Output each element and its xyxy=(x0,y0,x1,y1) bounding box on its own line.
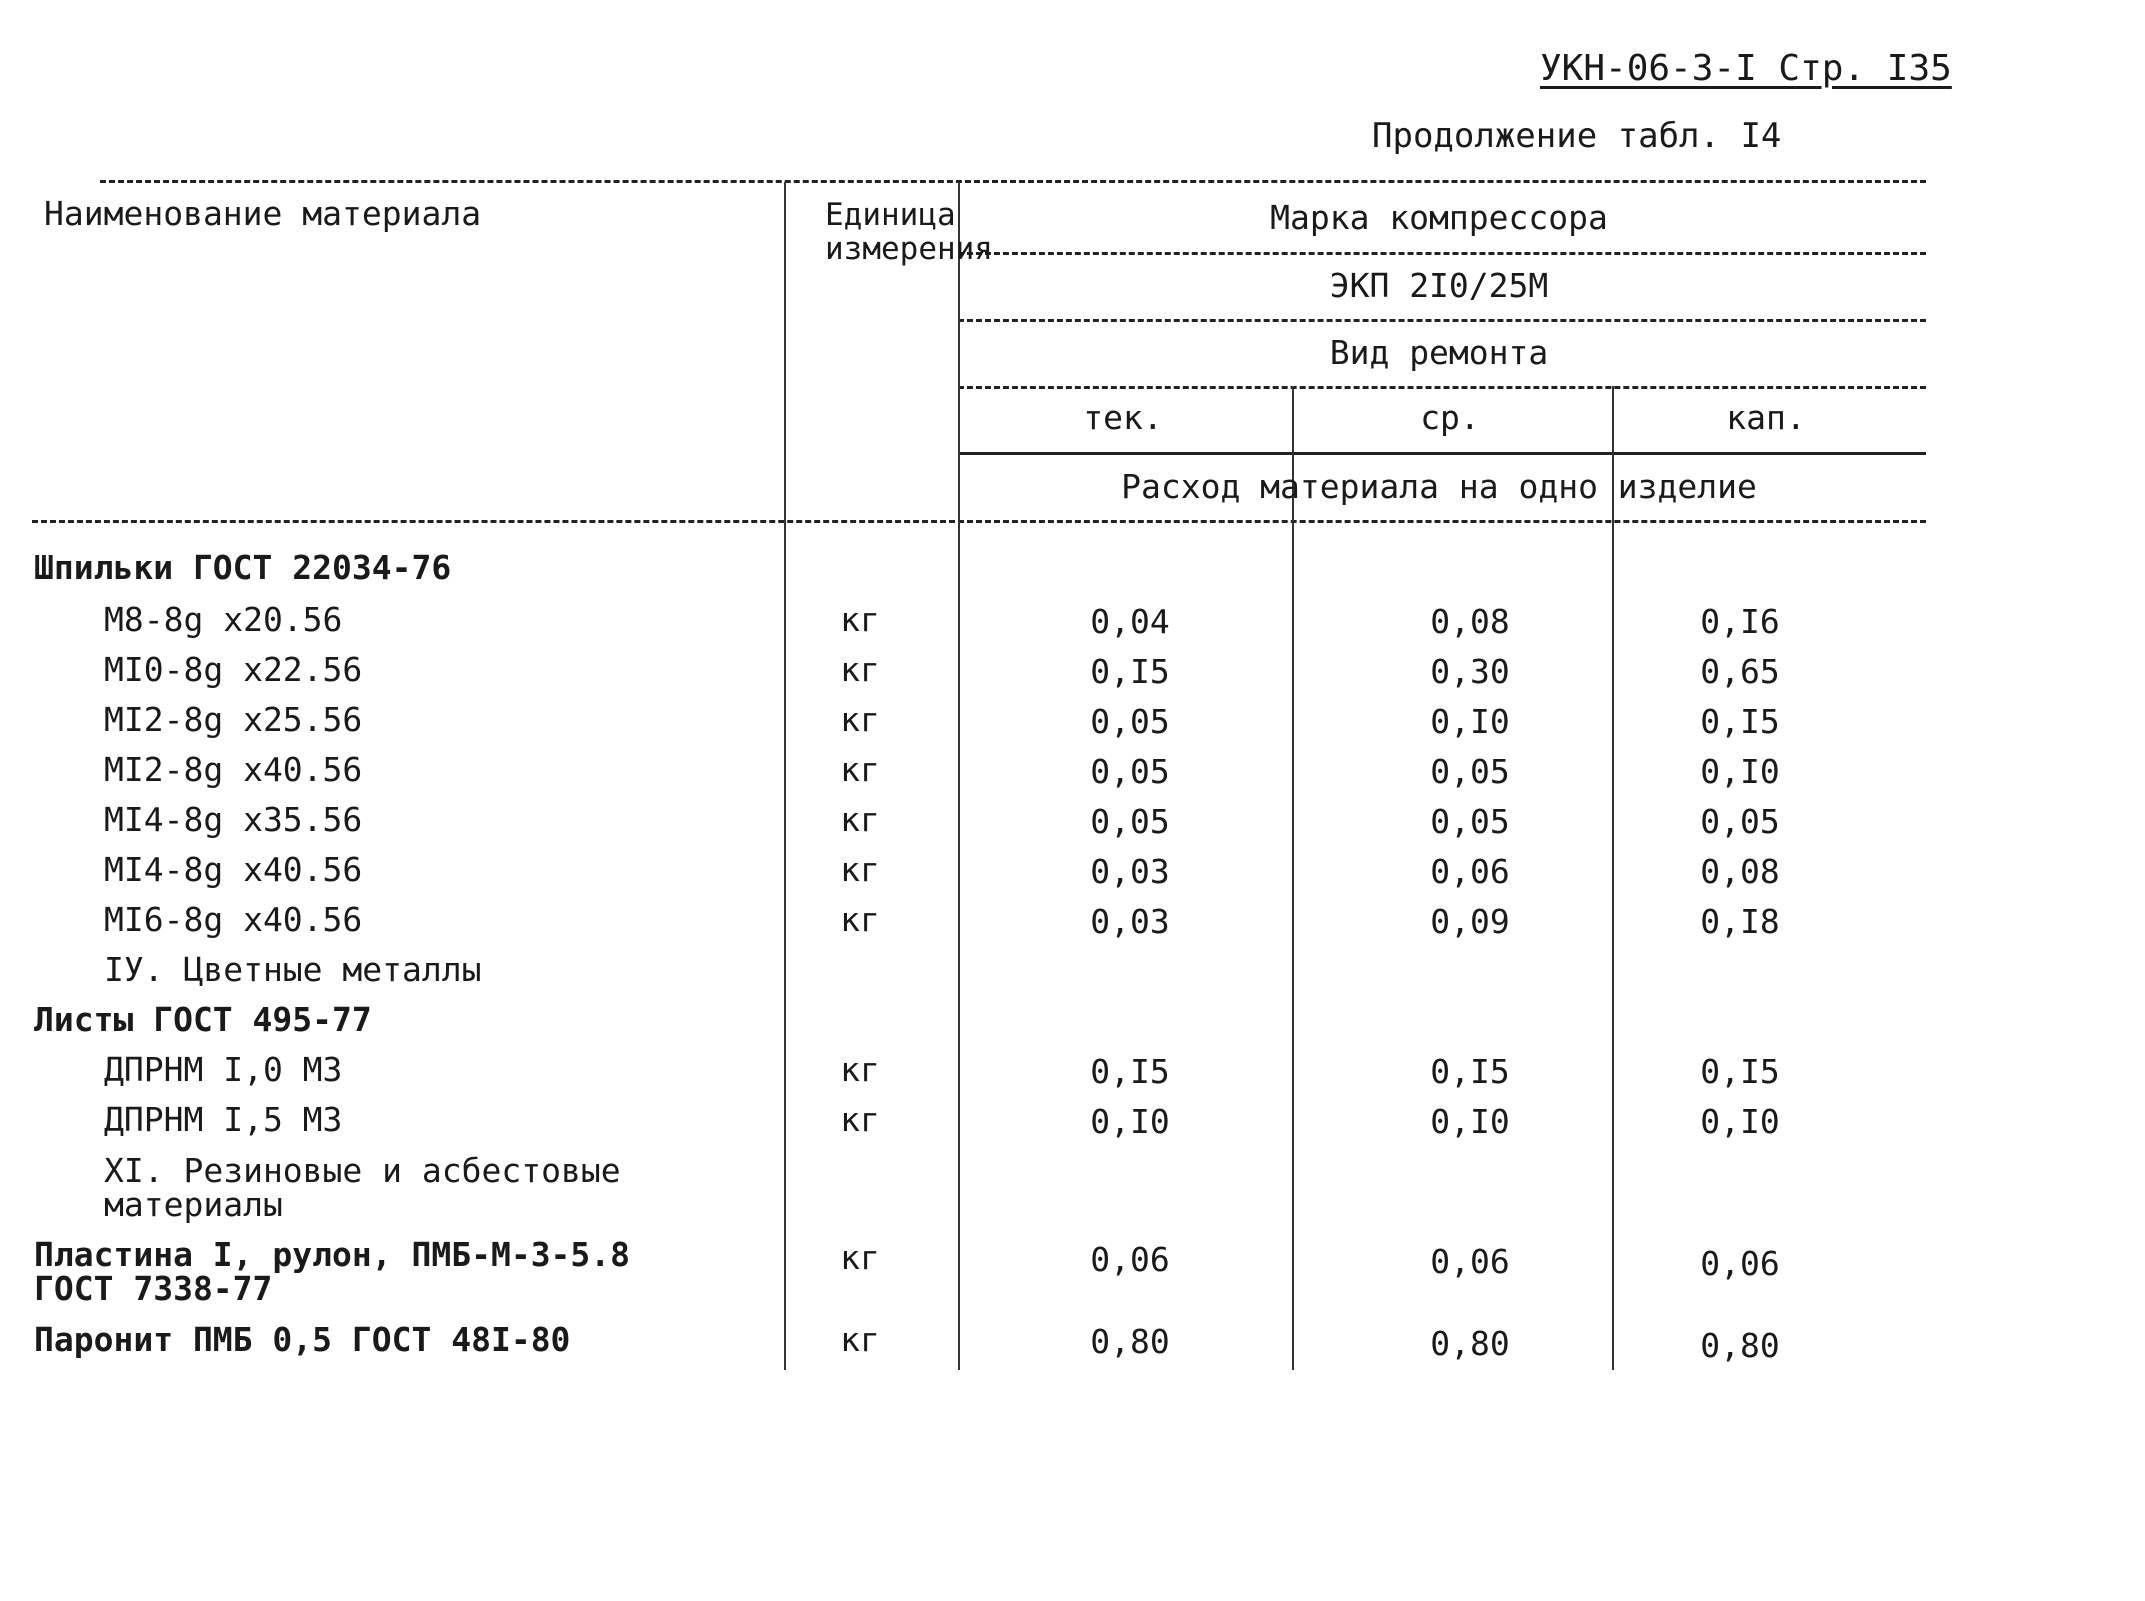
row-value-current: 0,05 xyxy=(1090,752,1170,791)
header-col-capital: кап. xyxy=(1726,398,1806,437)
table-top-rule xyxy=(100,180,1926,183)
row-value-capital: 0,I0 xyxy=(1700,1102,1780,1141)
header-compressor-brand: Марка компрессора xyxy=(1270,198,1608,237)
row-value-medium: 0,I0 xyxy=(1430,1102,1510,1141)
header-col-medium: ср. xyxy=(1420,398,1480,437)
row-unit: кг xyxy=(840,600,880,639)
header-unit: Единица измерения xyxy=(825,197,993,267)
row-name: МI2-8g х25.56 xyxy=(104,700,363,739)
row-value-current: 0,03 xyxy=(1090,902,1170,941)
model-rule xyxy=(958,319,1926,322)
header-material-name: Наименование материала xyxy=(44,194,482,233)
col2-right-rule xyxy=(1612,386,1614,1370)
row-value-capital: 0,I5 xyxy=(1700,702,1780,741)
row-unit: кг xyxy=(840,1320,880,1359)
row-value-medium: 0,06 xyxy=(1430,1242,1510,1281)
row-name: МI4-8g х35.56 xyxy=(104,800,363,839)
group-label-studs: Шпильки ГОСТ 22034-76 xyxy=(34,548,452,587)
row-name: ДПРНМ I,5 М3 xyxy=(104,1100,343,1139)
row-name: Паронит ПМБ 0,5 ГОСТ 48I-80 xyxy=(34,1320,571,1359)
row-value-current: 0,06 xyxy=(1090,1240,1170,1279)
row-value-capital: 0,I0 xyxy=(1700,752,1780,791)
row-value-current: 0,04 xyxy=(1090,602,1170,641)
row-value-medium: 0,06 xyxy=(1430,852,1510,891)
header-col-current: тек. xyxy=(1083,398,1163,437)
repair-rule xyxy=(958,386,1926,389)
row-name: МI2-8g х40.56 xyxy=(104,750,363,789)
row-unit: кг xyxy=(840,1100,880,1139)
row-value-medium: 0,08 xyxy=(1430,602,1510,641)
columns-rule xyxy=(958,452,1926,455)
header-bottom-rule xyxy=(32,520,1926,523)
row-value-current: 0,I5 xyxy=(1090,652,1170,691)
row-unit: кг xyxy=(840,750,880,789)
row-value-medium: 0,I5 xyxy=(1430,1052,1510,1091)
row-value-current: 0,I5 xyxy=(1090,1052,1170,1091)
row-name: МI4-8g х40.56 xyxy=(104,850,363,889)
row-value-capital: 0,I5 xyxy=(1700,1052,1780,1091)
row-value-capital: 0,I6 xyxy=(1700,602,1780,641)
row-value-current: 0,I0 xyxy=(1090,1102,1170,1141)
row-unit: кг xyxy=(840,1238,880,1277)
row-unit: кг xyxy=(840,800,880,839)
section-heading-rubber: XI. Резиновые и асбестовые материалы xyxy=(104,1151,621,1224)
row-name: МI6-8g х40.56 xyxy=(104,900,363,939)
row-value-capital: 0,08 xyxy=(1700,852,1780,891)
row-name: ДПРНМ I,0 М3 xyxy=(104,1050,343,1089)
row-value-medium: 0,30 xyxy=(1430,652,1510,691)
row-unit: кг xyxy=(840,850,880,889)
header-repair-type: Вид ремонта xyxy=(1329,333,1549,372)
group-label-sheets: Листы ГОСТ 495-77 xyxy=(34,1000,372,1039)
header-consumption-rate: Расход материала на одно изделие xyxy=(1121,467,1757,506)
row-value-medium: 0,05 xyxy=(1430,802,1510,841)
row-unit: кг xyxy=(840,900,880,939)
table-continuation-label: Продолжение табл. I4 xyxy=(1372,116,1782,156)
row-value-capital: 0,I8 xyxy=(1700,902,1780,941)
section-heading-nonferrous: IУ. Цветные металлы xyxy=(104,950,482,989)
row-value-current: 0,80 xyxy=(1090,1322,1170,1361)
row-value-capital: 0,65 xyxy=(1700,652,1780,691)
row-value-capital: 0,06 xyxy=(1700,1244,1780,1283)
row-value-medium: 0,05 xyxy=(1430,752,1510,791)
row-unit: кг xyxy=(840,1050,880,1089)
row-value-medium: 0,I0 xyxy=(1430,702,1510,741)
row-value-current: 0,03 xyxy=(1090,852,1170,891)
row-name: М8-8g х20.56 xyxy=(104,600,343,639)
unit-col-left-rule xyxy=(784,182,786,1370)
row-value-current: 0,05 xyxy=(1090,702,1170,741)
row-name: Пластина I, рулон, ПМБ-М-3-5.8 ГОСТ 7338-77 xyxy=(34,1235,631,1308)
row-unit: кг xyxy=(840,700,880,739)
row-value-current: 0,05 xyxy=(1090,802,1170,841)
brand-rule xyxy=(958,252,1926,255)
row-value-capital: 0,80 xyxy=(1700,1326,1780,1365)
row-value-capital: 0,05 xyxy=(1700,802,1780,841)
row-unit: кг xyxy=(840,650,880,689)
col1-right-rule xyxy=(1292,386,1294,1370)
header-compressor-model: ЭКП 2I0/25М xyxy=(1329,266,1549,305)
row-value-medium: 0,80 xyxy=(1430,1324,1510,1363)
row-name: МI0-8g х22.56 xyxy=(104,650,363,689)
document-code: УКН-06-3-I Стр. I35 xyxy=(1540,48,1952,89)
row-value-medium: 0,09 xyxy=(1430,902,1510,941)
